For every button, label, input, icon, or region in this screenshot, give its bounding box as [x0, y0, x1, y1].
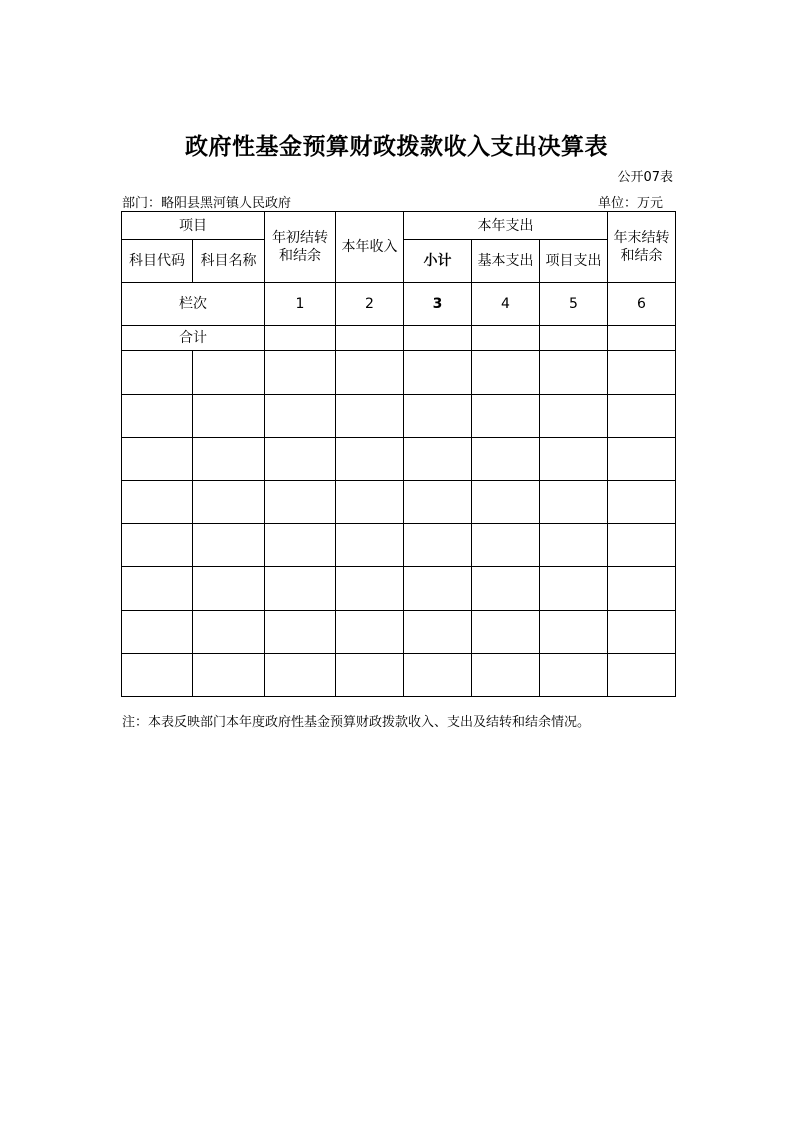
unit-label: 单位：万元: [597, 196, 663, 211]
budget-table: [121, 211, 676, 697]
table-cell: [265, 326, 336, 351]
table-cell: [404, 654, 472, 697]
table-cell: [404, 567, 472, 611]
table-cell: [404, 438, 472, 481]
table-cell: [540, 654, 608, 697]
table-cell: [193, 524, 265, 567]
table-row: [122, 351, 676, 395]
table-row: [122, 524, 676, 567]
header-subtotal: 小计: [404, 240, 472, 283]
column-number: 2: [336, 283, 404, 326]
table-cell: [122, 438, 193, 481]
table-cell: [608, 351, 676, 395]
table-cell: [122, 351, 193, 395]
page-title: 政府性基金预算财政拨款收入支出决算表: [185, 134, 608, 160]
table-cell: [540, 524, 608, 567]
table-cell: [265, 395, 336, 438]
header-begin-balance: 年初结转 和结余: [265, 212, 336, 283]
table-cell: [122, 654, 193, 697]
header-subject-code: 科目代码: [122, 240, 193, 283]
table-cell: [472, 438, 540, 481]
table-cell: [265, 654, 336, 697]
table-cell: [472, 326, 540, 351]
table-cell: [265, 351, 336, 395]
table-cell: [608, 611, 676, 654]
header-item: 项目: [122, 212, 265, 240]
table-cell: [404, 524, 472, 567]
table-cell: [540, 567, 608, 611]
header-end-balance: 年末结转 和结余: [608, 212, 676, 283]
table-cell: [265, 481, 336, 524]
table-cell: [336, 438, 404, 481]
table-cell: [608, 438, 676, 481]
table-cell: [472, 567, 540, 611]
column-number: 4: [472, 283, 540, 326]
footnote: 注：本表反映部门本年度政府性基金预算财政拨款收入、支出及结转和结余情况。: [122, 715, 591, 730]
table-cell: [265, 567, 336, 611]
table-cell: [608, 395, 676, 438]
column-index-label: 栏次: [122, 283, 265, 326]
table-cell: [472, 611, 540, 654]
table-cell: [608, 326, 676, 351]
table-cell: [472, 395, 540, 438]
table-cell: [608, 524, 676, 567]
department-label: 部门：略阳县黑河镇人民政府: [122, 196, 292, 211]
table-cell: [265, 611, 336, 654]
header-subject-name: 科目名称: [193, 240, 265, 283]
column-number: 1: [265, 283, 336, 326]
table-cell: [336, 611, 404, 654]
table-row: [122, 654, 676, 697]
table-cell: [265, 524, 336, 567]
header-project-expenditure: 项目支出: [540, 240, 608, 283]
table-cell: [336, 395, 404, 438]
table-cell: [404, 611, 472, 654]
table-row: [122, 567, 676, 611]
table-cell: [336, 567, 404, 611]
table-cell: [122, 611, 193, 654]
table-cell: [540, 438, 608, 481]
table-cell: [404, 395, 472, 438]
table-cell: [122, 481, 193, 524]
table-cell: [540, 611, 608, 654]
table-cell: [193, 438, 265, 481]
table-cell: [608, 567, 676, 611]
table-cell: [404, 351, 472, 395]
total-label: 合计: [122, 326, 265, 351]
column-number: 6: [608, 283, 676, 326]
column-index-row: [122, 283, 676, 326]
table-cell: [472, 481, 540, 524]
table-cell: [608, 481, 676, 524]
table-cell: [193, 567, 265, 611]
table-cell: [472, 351, 540, 395]
table-cell: [336, 524, 404, 567]
table-cell: [540, 395, 608, 438]
table-row: [122, 611, 676, 654]
table-row: [122, 438, 676, 481]
table-cell: [540, 326, 608, 351]
table-cell: [336, 481, 404, 524]
table-cell: [122, 524, 193, 567]
table-cell: [540, 481, 608, 524]
table-cell: [608, 654, 676, 697]
table-cell: [336, 351, 404, 395]
table-cell: [193, 395, 265, 438]
table-cell: [265, 438, 336, 481]
form-code: 公开07表: [617, 170, 673, 185]
table-cell: [404, 481, 472, 524]
column-number: 3: [404, 283, 472, 326]
table-cell: [336, 654, 404, 697]
table-cell: [193, 611, 265, 654]
header-income: 本年收入: [336, 212, 404, 283]
table-cell: [540, 351, 608, 395]
header-expenditure: 本年支出: [404, 212, 608, 240]
table-cell: [336, 326, 404, 351]
table-cell: [193, 351, 265, 395]
table-row: [122, 481, 676, 524]
column-number: 5: [540, 283, 608, 326]
table-row: [122, 395, 676, 438]
header-basic-expenditure: 基本支出: [472, 240, 540, 283]
table-cell: [472, 654, 540, 697]
table-cell: [193, 481, 265, 524]
table-cell: [122, 567, 193, 611]
table-cell: [404, 326, 472, 351]
table-cell: [122, 395, 193, 438]
total-row: [122, 326, 676, 351]
table-cell: [193, 654, 265, 697]
table-cell: [472, 524, 540, 567]
